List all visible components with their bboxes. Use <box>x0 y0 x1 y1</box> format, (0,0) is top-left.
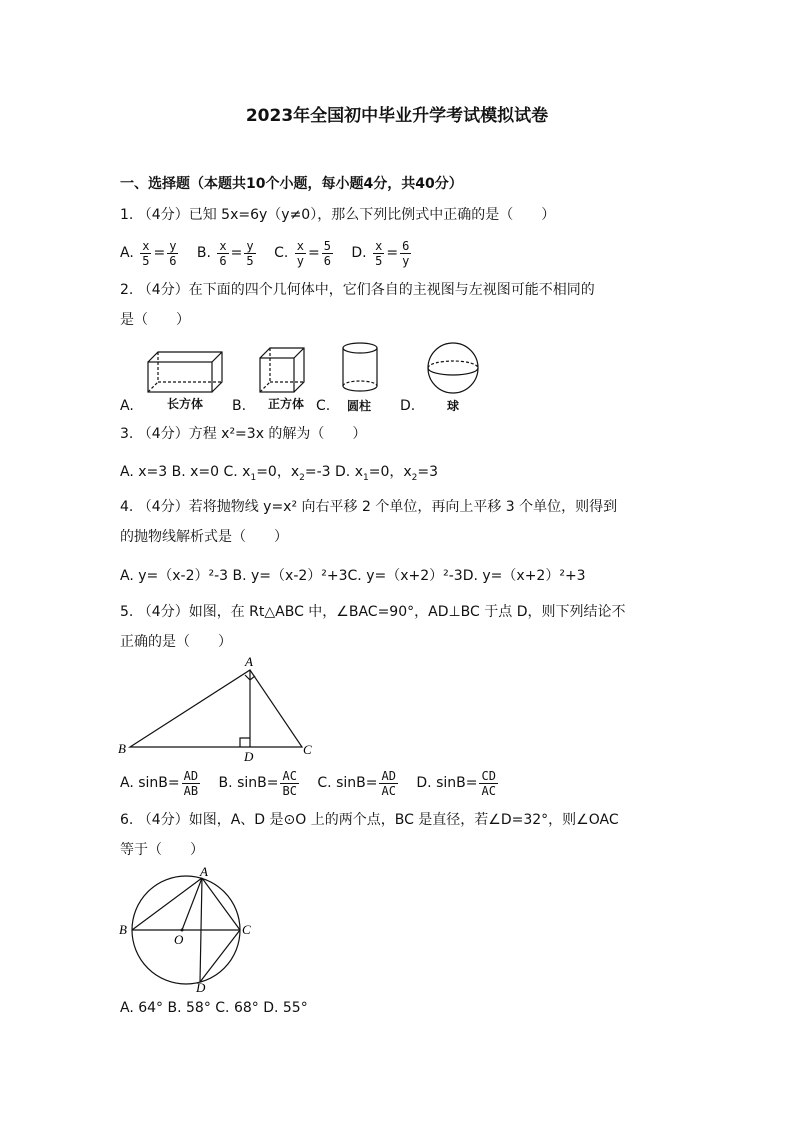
denominator: AC <box>381 783 396 798</box>
option-letter: A. <box>120 775 134 791</box>
q1-option-a <box>120 236 180 270</box>
triangle-abc <box>130 670 302 747</box>
fraction <box>373 239 384 268</box>
q1-option-b <box>197 236 258 270</box>
option-letter: C. <box>274 245 289 261</box>
label-o: O <box>174 932 184 947</box>
caption-cuboid: 长方体 <box>167 397 204 411</box>
label-c: C <box>303 742 312 757</box>
question-2-stem-line1: 2. （4分）在下面的四个几何体中，它们各自的主视图与左视图可能不相同的 <box>120 282 595 298</box>
q2-letter-b: B. <box>232 398 247 414</box>
option-text: sinB= <box>336 775 378 791</box>
chord-ac <box>202 878 240 930</box>
cylinder-shape <box>343 343 377 391</box>
numerator: x <box>142 238 150 253</box>
numerator: 6 <box>402 238 410 253</box>
fraction <box>322 239 333 268</box>
question-1-options <box>120 236 425 270</box>
subscript: 1 <box>363 472 369 483</box>
subscript: 2 <box>411 472 418 483</box>
option-text: sinB= <box>436 775 478 791</box>
option-text: sinB= <box>237 775 279 791</box>
option-letter: A. <box>120 245 134 261</box>
label-b: B <box>118 741 126 756</box>
caption-cube: 正方体 <box>268 397 305 411</box>
denominator: 5 <box>142 253 150 268</box>
option-text: D. x <box>335 464 363 480</box>
option-letter: C. <box>317 775 332 791</box>
q5-option-a <box>120 766 202 800</box>
question-2-stem-line2: 是（ ） <box>120 312 190 328</box>
q3-option-c <box>223 464 331 483</box>
page-title: 2023年全国初中毕业升学考试模拟试卷 <box>245 106 549 126</box>
numerator: AD <box>381 768 396 783</box>
question-5-stem-line2: 正确的是（ ） <box>120 634 232 650</box>
option-letter: D. <box>351 245 367 261</box>
equals-sign: = <box>230 245 243 261</box>
question-6-stem-line2: 等于（ ） <box>120 842 204 858</box>
cuboid-shape <box>148 352 222 392</box>
label-d: D <box>196 980 206 994</box>
denominator: y <box>296 253 304 268</box>
question-3-stem: 3. （4分）方程 x²=3x 的解为（ ） <box>120 426 367 442</box>
equals-sign: = <box>386 245 399 261</box>
option-text: =0，x <box>368 464 412 480</box>
question-6-options: A. 64° B. 58° C. 68° D. 55° <box>120 1000 308 1016</box>
section-heading: 一、选择题（本题共10个小题，每小题4分，共40分） <box>120 176 463 192</box>
fraction <box>140 239 151 268</box>
denominator: 6 <box>169 253 177 268</box>
label-c: C <box>242 922 251 937</box>
q1-option-c <box>274 236 335 270</box>
option-letter: B. <box>196 245 211 261</box>
numerator: y <box>169 238 177 253</box>
option-letter: B. <box>218 775 233 791</box>
question-4-stem-line2: 的抛物线解析式是（ ） <box>120 529 288 545</box>
fraction <box>280 769 298 798</box>
fraction <box>379 769 397 798</box>
question-4-options: A. y=（x-2）²-3 B. y=（x-2）²+3C. y=（x+2）²-3D. y=（x+2）²+3 <box>120 568 586 584</box>
question-1-stem: 1. （4分）已知 5x=6y（y≠0），那么下列比例式中正确的是（ ） <box>120 207 556 223</box>
question-5-options <box>120 766 512 800</box>
label-d: D <box>244 749 254 764</box>
denominator: y <box>402 253 410 268</box>
q2-letter-a: A. <box>120 398 134 414</box>
q5-option-d <box>416 766 500 800</box>
q3-option-b: B. x=0 <box>171 464 220 480</box>
question-5-stem-line1: 5. （4分）如图，在 Rt△ABC 中，∠BAC=90°，AD⊥BC 于点 D，则下列结论不 <box>120 604 626 620</box>
question-6-stem-line1: 6. （4分）如图，A、D 是⊙O 上的两个点，BC 是直径，若∠D=32°，则∠OAC <box>120 812 619 828</box>
option-text: =-3 <box>304 464 331 480</box>
numerator: x <box>296 238 304 253</box>
fraction <box>295 239 306 268</box>
numerator: AD <box>183 768 199 783</box>
fraction <box>182 769 200 798</box>
q2-letter-d: D. <box>400 398 416 414</box>
circle-figure <box>114 864 264 994</box>
right-angle-mark-d <box>240 738 250 747</box>
q5-option-c <box>317 766 400 800</box>
denominator: BC <box>282 783 297 798</box>
fraction <box>400 239 411 268</box>
numerator: 5 <box>323 238 331 253</box>
label-b: B <box>119 922 127 937</box>
q3-option-d <box>335 464 439 483</box>
fraction <box>479 769 497 798</box>
option-text: =0，x <box>256 464 300 480</box>
numerator: y <box>246 238 254 253</box>
triangle-figure <box>114 654 324 764</box>
denominator: 6 <box>323 253 331 268</box>
label-a: A <box>200 864 208 879</box>
q1-option-d <box>351 236 413 270</box>
q5-option-b <box>219 766 301 800</box>
numerator: x <box>219 238 227 253</box>
subscript: 2 <box>299 472 305 483</box>
numerator: AC <box>282 768 297 783</box>
denominator: AB <box>183 783 199 798</box>
denominator: AC <box>481 783 496 798</box>
question-4-stem-line1: 4. （4分）若将抛物线 y=x² 向右平移 2 个单位，再向上平移 3 个单位，则得到 <box>120 499 618 515</box>
option-text: C. x <box>223 464 251 480</box>
denominator: 5 <box>375 253 383 268</box>
sphere-shape <box>428 343 478 393</box>
question-3-options <box>120 462 438 488</box>
option-text: =3 <box>417 464 439 480</box>
numerator: CD <box>481 768 496 783</box>
denominator: 5 <box>246 253 254 268</box>
option-letter: D. <box>416 775 432 791</box>
subscript: 1 <box>250 472 257 483</box>
caption-sphere: 球 <box>447 399 460 413</box>
label-a: A <box>245 654 253 669</box>
q2-letter-c: C. <box>316 398 331 414</box>
numerator: x <box>375 238 383 253</box>
denominator: 6 <box>219 253 227 268</box>
option-text: sinB= <box>138 775 180 791</box>
fraction <box>217 239 228 268</box>
fraction <box>244 239 255 268</box>
equals-sign: = <box>153 245 166 261</box>
caption-cylinder: 圆柱 <box>347 399 372 413</box>
q3-option-a: A. x=3 <box>120 464 168 480</box>
cube-shape <box>260 348 304 392</box>
fraction <box>167 239 178 268</box>
equals-sign: = <box>307 245 320 261</box>
